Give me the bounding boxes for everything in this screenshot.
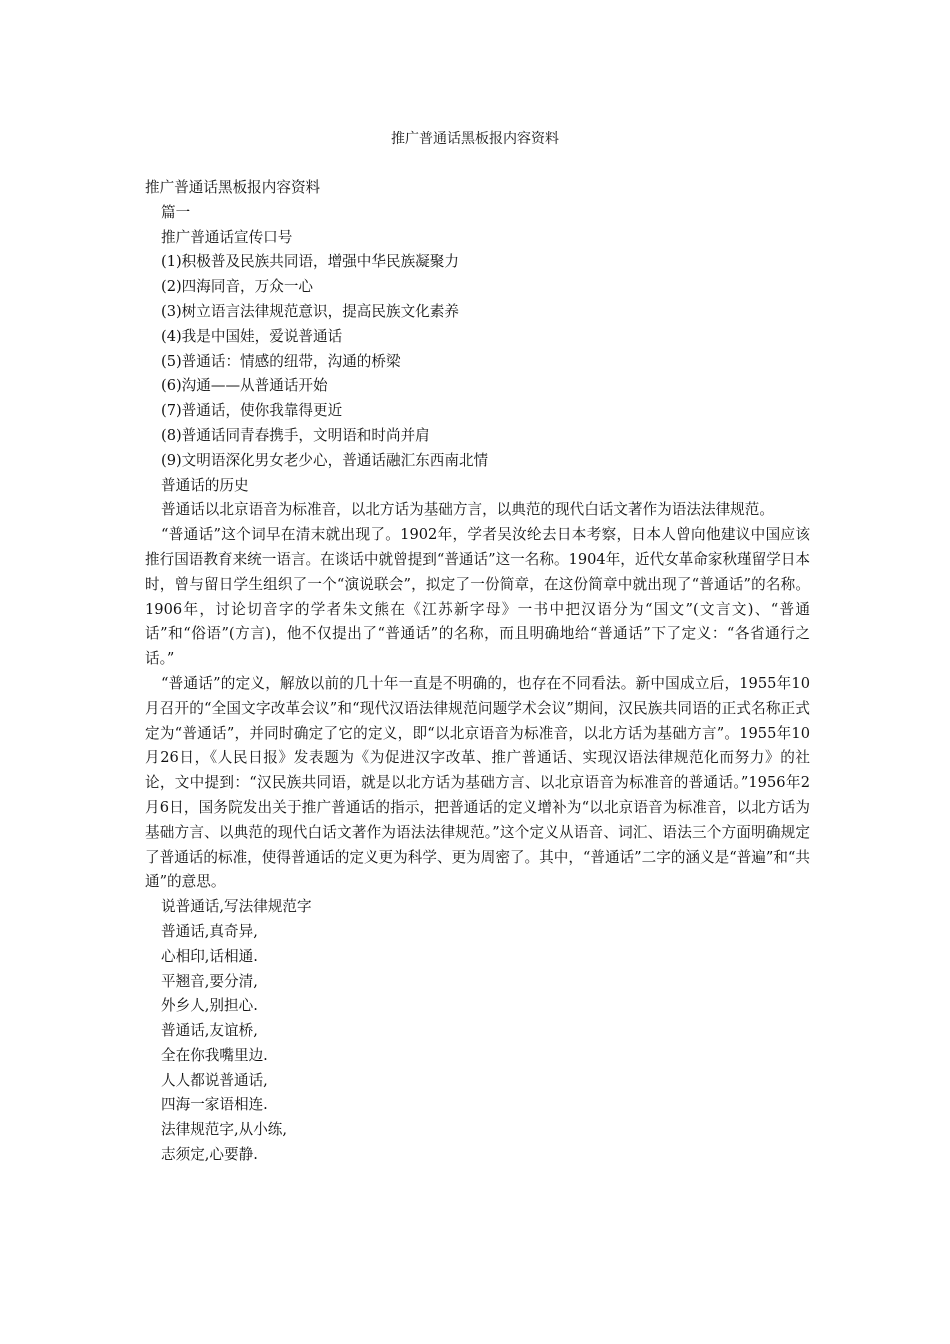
slogan-item: (8)普通话同青春携手，文明语和时尚并肩: [161, 426, 430, 444]
poem-line: 平翘音,要分清,: [161, 972, 258, 990]
history-paragraph: “普通话”这个词早在清末就出现了。1902年，学者吴汝纶去日本考察，日本人曾向他建议中国应该推行国语教育来统一语言。在谈话中就曾提到“普通话”这一名称。1904年，近代女革命家秋瑾留学日本时，曾与留日学生组织了一个“演说联会”，拟定了一份简章，在这份简章中就出现了“普通话”的名称。1906年，讨论切音字的学者朱文熊在《江苏新字母》一书中把汉语分为“国文”(文言文)、“普通话”和“俗语”(方言)，他不仅提出了“普通话”的名称，而且明确地给“普通话”下了定义：“各省通行之话。”: [145, 526, 811, 668]
poem-line: 心相印,话相通.: [161, 947, 258, 965]
poem-line: 人人都说普通话,: [161, 1071, 268, 1089]
slogan-item: (9)文明语深化男女老少心，普通话融汇东西南北情: [161, 451, 489, 469]
document-heading: 推广普通话黑板报内容资料: [145, 179, 321, 196]
poem-line: 普通话,真奇异,: [161, 922, 258, 940]
slogan-item: (3)树立语言法律规范意识，提高民族文化素养: [161, 302, 459, 320]
poem-line: 志须定,心要静.: [161, 1146, 258, 1164]
poem-line: 外乡人,别担心.: [161, 997, 258, 1015]
slogan-item: (7)普通话，使你我靠得更近: [161, 402, 343, 420]
slogan-item: (6)沟通——从普通话开始: [161, 377, 328, 395]
document-title: 推广普通话黑板报内容资料: [391, 131, 559, 147]
slogan-item: (4)我是中国娃，爱说普通话: [161, 327, 343, 345]
history-paragraph: “普通话”的定义，解放以前的几十年一直是不明确的，也存在不同看法。新中国成立后，1955年10月召开的“全国文字改革会议”和“现代汉语法律规范问题学术会议”期间，汉民族共同语的正式名称正式定为“普通话”，并同时确定了它的定义，即“以北京语音为标准音，以北方话为基础方言”。1955年10月26日，《人民日报》发表题为《为促进汉字改革、推广普通话、实现汉语法律规范化而努力》的社论，文中提到：“汉民族共同语，就是以北方话为基础方言、以北京语音为标准音的普通话。”1956年2月6日，国务院发出关于推广普通话的指示，把普通话的定义增补为“以北京语音为标准音，以北方话为基础方言、以典范的现代白话文著作为语法法律规范。”这个定义从语音、词汇、语法三个方面明确规定了普通话的标准，使得普通话的定义更为科学、更为周密了。其中，“普通话”二字的涵义是“普遍”和“共通”的意思。: [145, 674, 810, 891]
slogans-title: 推广普通话宣传口号: [161, 228, 293, 246]
slogan-item: (1)积极普及民族共同语，增强中华民族凝聚力: [161, 253, 459, 271]
poem-line: 普通话,友谊桥,: [161, 1022, 258, 1040]
history-title: 普通话的历史: [161, 476, 249, 494]
part-label: 篇一: [161, 203, 191, 221]
poem-line: 法律规范字,从小练,: [161, 1121, 288, 1139]
document-body: [145, 176, 810, 1168]
slogan-item: (2)四海同音，万众一心: [161, 278, 314, 296]
poem-line: 全在你我嘴里边.: [161, 1046, 268, 1064]
history-paragraph: 普通话以北京语音为标准音，以北方话为基础方言，以典范的现代白话文著作为语法法律规范。: [161, 501, 774, 519]
poem-line: 四海一家语相连.: [161, 1096, 268, 1114]
poem-title: 说普通话,写法律规范字: [161, 898, 312, 916]
slogan-item: (5)普通话：情感的纽带，沟通的桥梁: [161, 352, 401, 370]
